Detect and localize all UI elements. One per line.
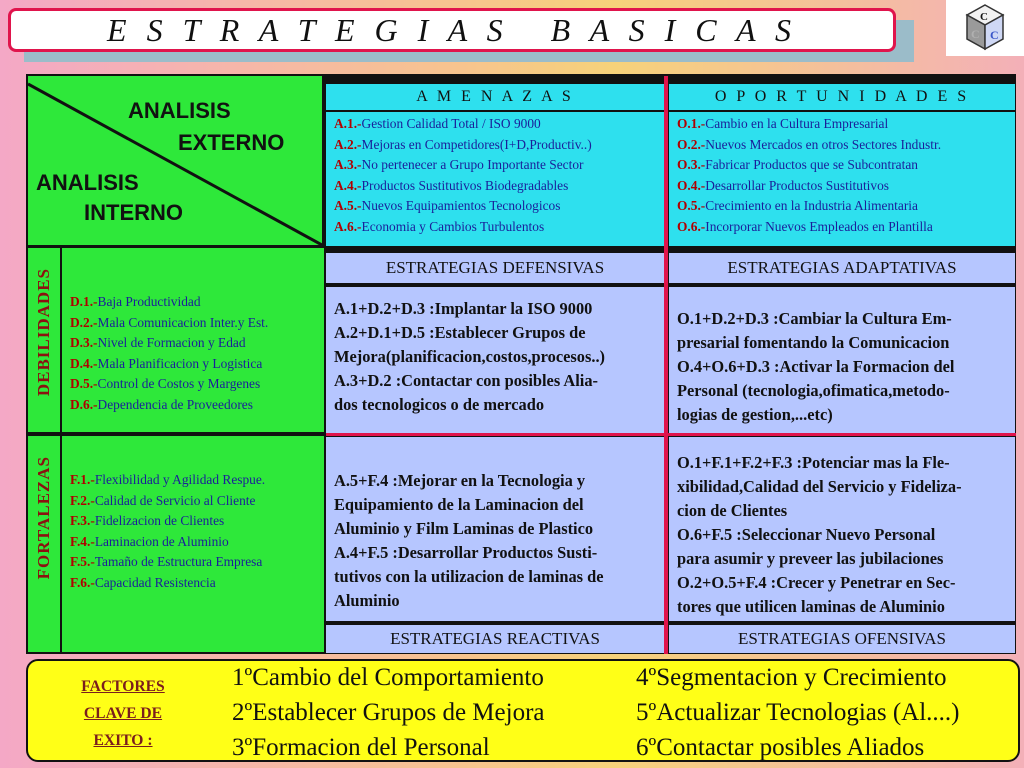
strategy-line: A.2+D.1+D.5 :Establecer Grupos de <box>334 323 586 342</box>
list-item: D.5.-Control de Costos y Margenes <box>70 376 261 392</box>
key-success-factors <box>26 659 1020 762</box>
opportunities-list <box>669 112 1015 246</box>
opportunities-header <box>669 84 1015 110</box>
strategy-line: presarial fomentando la Comunicacion <box>677 333 950 352</box>
strategy-line: logias de gestion,...etc) <box>677 405 833 424</box>
key-factor-item: 3ºFormacion del Personal <box>232 734 490 761</box>
list-item: O.5.-Crecimiento en la Industria Alimentaria <box>677 198 918 214</box>
defensive-strategies-header <box>326 253 664 283</box>
list-item: F.6.-Capacidad Resistencia <box>70 574 216 590</box>
list-item: A.3.-No pertenecer a Grupo Importante Sector <box>334 157 584 173</box>
strategy-line: tores que utilicen laminas de Aluminio <box>677 597 945 616</box>
strategy-line: O.1+F.1+F.2+F.3 :Potenciar mas la Fle- <box>677 453 950 472</box>
opportunities-header-text: O P O R T U N I D A D E S <box>714 88 970 105</box>
strategy-line: A.5+F.4 :Mejorar en la Tecnologia y <box>334 471 586 490</box>
adaptive-strategies-header <box>669 253 1015 283</box>
key-factors-label-line: CLAVE DE <box>83 705 163 722</box>
strategy-line: A.1+D.2+D.3 :Implantar la ISO 9000 <box>334 299 593 318</box>
key-factor-item: 6ºContactar posibles Aliados <box>636 734 925 761</box>
key-factors-left <box>232 660 545 765</box>
center-divider <box>664 76 668 654</box>
strategy-line: Aluminio y Film Laminas de Plastico <box>334 519 594 538</box>
list-item: D.2.-Mala Comunicacion Inter.y Est. <box>70 314 269 330</box>
list-item: A.5.-Nuevos Equipamientos Tecnologicos <box>334 198 561 214</box>
key-factors-label <box>58 673 188 754</box>
svg-text:C: C <box>971 27 980 41</box>
strategy-line: para asumir y preveer las jubilaciones <box>677 549 944 568</box>
key-factors-label-line: FACTORES <box>81 678 165 695</box>
list-item: D.6.-Dependencia de Proveedores <box>70 396 253 412</box>
list-item: D.1.-Baja Productividad <box>70 294 201 309</box>
list-item: F.3.-Fidelizacion de Clientes <box>70 513 225 529</box>
svg-text:C: C <box>980 11 988 23</box>
weaknesses-label: DEBILIDADES <box>34 268 53 397</box>
list-item: F.1.-Flexibilidad y Agilidad Respue. <box>70 472 266 487</box>
strategy-line: dos tecnologicos o de mercado <box>334 395 545 414</box>
threats-list <box>326 112 664 246</box>
analysis-corner-cell <box>28 76 322 245</box>
key-factors-right <box>636 660 960 765</box>
offensive-strategies-header <box>669 625 1015 653</box>
page-title <box>8 8 896 52</box>
strategy-line: Equipamiento de la Laminacion del <box>334 495 584 514</box>
list-item: A.6.-Economia y Cambios Turbulentos <box>334 218 545 234</box>
list-item: F.4.-Laminacion de Aluminio <box>70 533 229 549</box>
list-item: O.2.-Nuevos Mercados en otros Sectores Industr. <box>677 136 942 152</box>
defensive-strategies-body <box>326 287 664 433</box>
threats-header <box>326 84 664 110</box>
external-analysis-label-2: EXTERNO <box>178 130 285 155</box>
list-item: O.1.-Cambio en la Cultura Empresarial <box>677 116 889 131</box>
strategy-line: xibilidad,Calidad del Servicio y Fideliza- <box>677 477 962 496</box>
reactive-strategies-title: ESTRATEGIAS REACTIVAS <box>390 629 600 648</box>
strategy-line: A.3+D.2 :Contactar con posibles Alia- <box>334 371 599 390</box>
strengths-label: FORTALEZAS <box>34 456 53 580</box>
list-item: F.5.-Tamaño de Estructura Empresa <box>70 554 263 570</box>
list-item: O.4.-Desarrollar Productos Sustitutivos <box>677 177 890 193</box>
list-item: O.3.-Fabricar Productos que se Subcontratan <box>677 157 918 173</box>
strategy-line: Personal (tecnologia,ofimatica,metodo- <box>677 381 950 400</box>
strengths-list <box>62 436 324 652</box>
strategy-line: A.4+F.5 :Desarrollar Productos Susti- <box>334 543 598 562</box>
reactive-strategies-header <box>326 625 664 653</box>
middle-divider <box>326 433 1016 436</box>
strategy-line: cion de Clientes <box>677 501 788 520</box>
key-factor-item: 1ºCambio del Comportamiento <box>232 664 544 691</box>
key-factor-item: 2ºEstablecer Grupos de Mejora <box>232 699 545 726</box>
threats-header-text: A M E N A Z A S <box>416 88 574 105</box>
strategy-line: O.2+O.5+F.4 :Crecer y Penetrar en Sec- <box>677 573 956 592</box>
reactive-strategies-body <box>326 437 664 621</box>
external-analysis-label-1: ANALISIS <box>128 98 231 123</box>
offensive-strategies-body <box>669 437 1015 621</box>
key-factors-label-line: EXITO : <box>93 732 153 749</box>
list-item: D.3.-Nivel de Formacion y Edad <box>70 335 246 351</box>
list-item: A.4.-Productos Sustitutivos Biodegradables <box>334 177 569 193</box>
weaknesses-list <box>62 248 324 432</box>
page-title-text: E S T R A T E G I A S B A S I C A S <box>107 11 797 48</box>
strategy-line: tutivos con la utilizacion de laminas de <box>334 567 604 586</box>
internal-analysis-label-1: ANALISIS <box>36 170 139 195</box>
list-item: A.1.-Gestion Calidad Total / ISO 9000 <box>334 116 541 131</box>
strategy-line: O.1+D.2+D.3 :Cambiar la Cultura Em- <box>677 309 952 328</box>
key-factor-item: 4ºSegmentacion y Crecimiento <box>636 664 947 691</box>
adaptive-strategies-title: ESTRATEGIAS ADAPTATIVAS <box>727 258 957 277</box>
key-factor-item: 5ºActualizar Tecnologias (Al....) <box>636 699 960 726</box>
list-item: A.2.-Mejoras en Competidores(I+D,Productiv..) <box>334 136 592 152</box>
strategy-line: Mejora(planificacion,costos,procesos..) <box>334 347 606 366</box>
adaptive-strategies-body <box>669 287 1015 433</box>
list-item: D.4.-Mala Planificacion y Logistica <box>70 355 263 371</box>
list-item: O.6.-Incorporar Nuevos Empleados en Plantilla <box>677 218 933 234</box>
offensive-strategies-title: ESTRATEGIAS OFENSIVAS <box>738 629 946 648</box>
strategy-line: Aluminio <box>334 591 400 610</box>
defensive-strategies-title: ESTRATEGIAS DEFENSIVAS <box>385 258 605 277</box>
strategy-line: O.6+F.5 :Seleccionar Nuevo Personal <box>677 525 936 544</box>
svg-text:C: C <box>990 28 999 42</box>
list-item: F.2.-Calidad de Servicio al Cliente <box>70 492 256 508</box>
strategy-line: O.4+O.6+D.3 :Activar la Formacion del <box>677 357 955 376</box>
weaknesses-side <box>28 248 60 432</box>
internal-analysis-label-2: INTERNO <box>84 200 183 225</box>
strengths-side <box>28 436 60 652</box>
cc-cube-logo-icon <box>946 0 1024 56</box>
